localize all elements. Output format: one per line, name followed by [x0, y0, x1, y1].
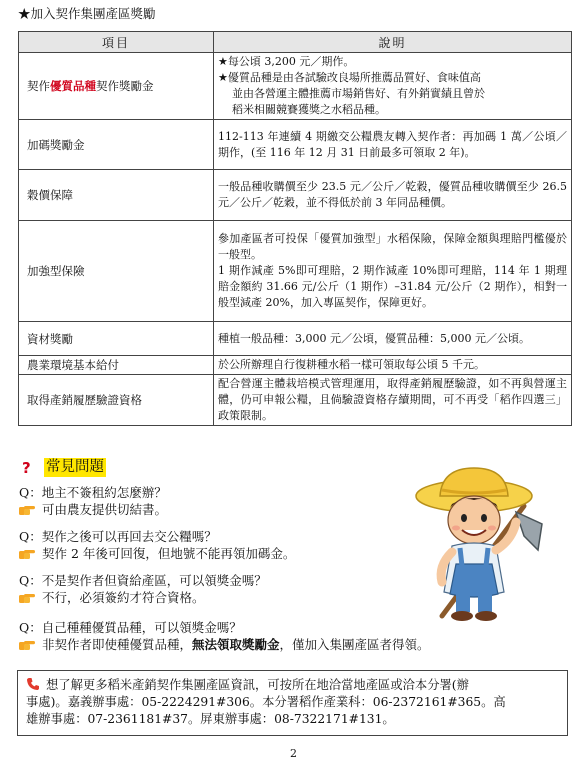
table-row [19, 375, 572, 426]
faq-question: Q：契作之後可以再回去交公糧嗎？ [19, 529, 217, 544]
page-number: 2 [290, 747, 297, 760]
desc-text: 參加產區者可投保「優質加強型」水稻保險，保障金額與理賠門檻優於一般型。 [218, 232, 567, 261]
farmer-illustration [412, 466, 550, 622]
faq-answer: ，僅加入集團產區者得領。 [279, 637, 430, 652]
table-row [19, 356, 572, 375]
star-icon: ★ [218, 71, 228, 84]
table-row [19, 120, 572, 170]
contact-text: 雄辦事處：07-2361181#37。屏東辦事處：08-7322171#131。 [26, 712, 395, 726]
row-label-env-payment: 農業環境基本給付 [19, 356, 214, 375]
contact-text: 事處)。嘉義辦事處：05-2224291#306。本分署稻作產業科：06-2372161#365。高 [26, 695, 506, 709]
desc-text: 1 期作減產 5%即可理賠，2 期作減產 10%即可理賠，114 年 1 期理賠金額約 31.66 元/公斤（1 期作）–31.84 元/公斤（2 期作），相對一般型減產 20%，加入專區契作，保障更好。 [218, 264, 567, 309]
header-item: 項目 [19, 32, 214, 53]
pointing-hand-icon [19, 591, 36, 604]
pointing-hand-icon [19, 503, 36, 516]
desc-text: 每公頃 3,200 元／期作。 [227, 55, 355, 68]
faq-item [19, 528, 295, 562]
faq-heading [22, 458, 106, 477]
header-description: 說明 [214, 32, 572, 53]
table-row [19, 322, 572, 356]
row-label-price-guarantee: 穀價保障 [19, 170, 214, 221]
row-label-materials: 資材獎勵 [19, 322, 214, 356]
row-desc-premium-variety [214, 53, 572, 120]
row-desc-env-payment: 於公所辦理自行復耕種水稻一樣可領取每公頃 5 千元。 [214, 356, 572, 375]
table-header-row [19, 32, 572, 53]
faq-question: Q：地主不簽租約怎麼辦？ [19, 485, 167, 500]
faq-answer: 可由農友提供切結書。 [42, 502, 168, 517]
question-mark-icon: ? [22, 458, 31, 477]
faq-question: Q：不是契作者但資給產區，可以領獎金嗎？ [19, 573, 267, 588]
faq-question: Q：自己種種優質品種，可以領獎金嗎？ [19, 620, 242, 635]
faq-answer: 不行，必須簽約才符合資格。 [42, 590, 205, 605]
contact-box [17, 670, 568, 736]
faq-item [19, 484, 167, 518]
row-desc-certification: 配合營運主體栽培模式管理運用，取得產銷履歷驗證，如不再與營運主體，仍可申報公糧，且倘驗證資格存續期間，可不再受「稻作四選三」政策限制。 [214, 375, 572, 426]
section-title: ★加入契作集團產區獎勵 [18, 6, 156, 21]
row-desc-materials: 種植一般品種：3,000 元／公頃，優質品種：5,000 元／公頃。 [214, 322, 572, 356]
label-highlight: 優質品種 [50, 79, 96, 93]
row-desc-bonus: 112-113 年連續 4 期繳交公糧農友轉入契作者：再加碼 1 萬／公頃／期作，(至 116 年 12 月 31 日前最多可領取 2 年)。 [214, 120, 572, 170]
row-desc-price-guarantee: 一般品種收購價至少 23.5 元／公斤／乾穀，優質品種收購價至少 26.5 元／公斤／乾穀，並不得低於前 3 年同品種價。 [214, 170, 572, 221]
table-row [19, 221, 572, 322]
phone-icon [26, 677, 40, 691]
star-icon: ★ [218, 55, 228, 68]
faq-answer-emphasis: 無法領取獎勵金 [192, 637, 280, 652]
faq-title: 常見問題 [46, 459, 104, 475]
desc-text: 優質品種是由各試驗改良場所推薦品質好、食味值高 [227, 71, 481, 84]
contact-text: 想了解更多稻米產銷契作集團產區資訊，可按所在地洽當地產區或洽本分署(辦 [46, 678, 469, 692]
incentive-table [18, 31, 572, 426]
label-text: 契作 [27, 79, 50, 93]
pointing-hand-icon [19, 547, 36, 560]
table-row [19, 170, 572, 221]
faq-answer: 契作 2 年後可回復，但地號不能再領加碼金。 [42, 546, 296, 561]
desc-text: 稻米相關競賽獲獎之水稻品種。 [232, 103, 386, 116]
table-row [19, 53, 572, 120]
faq-item [19, 619, 430, 653]
label-text: 契作獎勵金 [96, 79, 154, 93]
desc-text: 並由各營運主體推薦市場銷售好、有外銷實績且曾於 [232, 87, 485, 100]
row-label-certification: 取得產銷履歷驗證資格 [19, 375, 214, 426]
row-label-bonus: 加碼獎勵金 [19, 120, 214, 170]
pointing-hand-icon [19, 638, 36, 651]
row-desc-insurance [214, 221, 572, 322]
faq-item [19, 572, 267, 606]
faq-answer: 非契作者即使種優質品種， [42, 637, 193, 652]
row-label-premium-variety [19, 53, 214, 120]
row-label-insurance: 加強型保險 [19, 221, 214, 322]
